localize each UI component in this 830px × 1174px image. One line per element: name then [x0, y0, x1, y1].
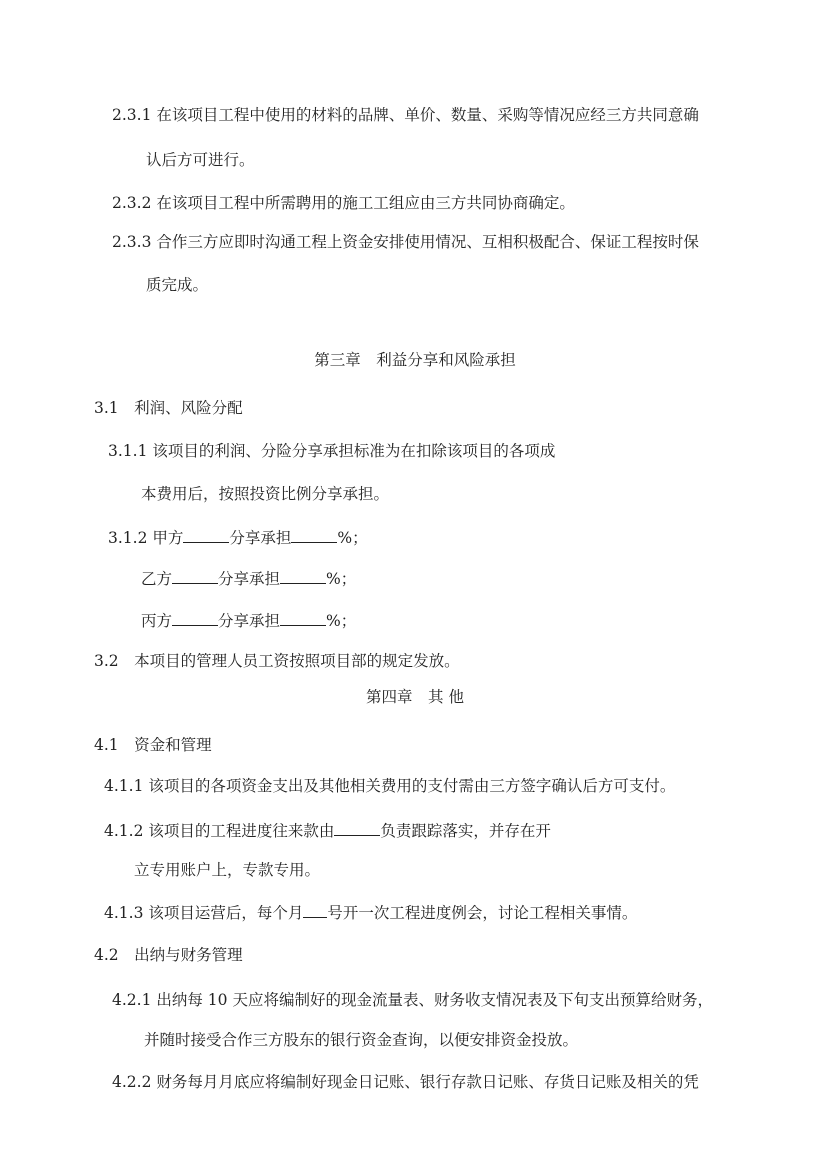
clause-4-1-2-text-end: 负责跟踪落实，并存在开: [380, 822, 551, 840]
clause-4-1-1: 4.1.1 该项目的各项资金支出及其他相关费用的支付需由三方签字确认后方可支付。: [104, 777, 676, 795]
clause-2-3-3-cont: 质完成。: [146, 276, 209, 294]
blank-responsible-party[interactable]: [334, 819, 380, 836]
clause-4-2-2: 4.2.2 财务每月月底应将编制好现金日记账、银行存款日记账、存货日记账及相关的凭: [112, 1073, 699, 1091]
clause-3-1-1: 3.1.1 该项目的利润、分险分享承担标准为在扣除该项目的各项成: [108, 442, 556, 460]
party-a-label: 3.1.2 甲方: [108, 529, 184, 547]
clause-2-3-1: 2.3.1 在该项目工程中使用的材料的品牌、单价、数量、采购等情况应经三方共同意确: [112, 106, 699, 124]
party-c-label: 丙方: [141, 612, 173, 630]
clause-4-1-2: [104, 819, 551, 842]
clause-4-1-3-text: 4.1.3 该项目运营后，每个月: [104, 904, 304, 922]
blank-meeting-day[interactable]: [303, 901, 327, 918]
clause-2-3-2: 2.3.2 在该项目工程中所需聘用的施工工组应由三方共同协商确定。: [112, 194, 575, 212]
clause-4-1-3: [104, 901, 637, 924]
percent-sign: %；: [326, 570, 357, 588]
share-label: 分享承担: [229, 529, 292, 547]
clause-3-1-2-party-b: [141, 567, 356, 590]
clause-4-1-2-cont: 立专用账户上，专款专用。: [134, 861, 321, 879]
share-label: 分享承担: [218, 612, 281, 630]
section-3-2: 3.2 本项目的管理人员工资按照项目部的规定发放。: [94, 652, 460, 670]
share-label: 分享承担: [218, 570, 281, 588]
chapter-4-title: 第四章 其 他: [366, 688, 464, 706]
section-3-1: 3.1 利润、风险分配: [94, 399, 243, 417]
clause-2-3-3: 2.3.3 合作三方应即时沟通工程上资金安排使用情况、互相积极配合、保证工程按时保: [112, 233, 699, 251]
clause-2-3-1-cont: 认后方可进行。: [146, 151, 255, 169]
section-4-2: 4.2 出纳与财务管理: [94, 946, 243, 964]
blank-party-c[interactable]: [172, 609, 218, 626]
clause-4-1-3-text-end: 号开一次工程进度例会，讨论工程相关事情。: [327, 904, 638, 922]
blank-party-b[interactable]: [172, 567, 218, 584]
percent-sign: %；: [337, 529, 368, 547]
blank-percent-a[interactable]: [291, 526, 337, 543]
clause-3-1-2-party-c: [141, 609, 356, 632]
clause-3-1-1-cont: 本费用后，按照投资比例分享承担。: [141, 485, 390, 503]
clause-4-2-1-cont: 并随时接受合作三方股东的银行资金查询，以便安排资金投放。: [144, 1031, 579, 1049]
clause-4-1-2-text: 4.1.2 该项目的工程进度往来款由: [104, 822, 335, 840]
percent-sign: %；: [326, 612, 357, 630]
clause-3-1-2-party-a: [108, 526, 368, 549]
blank-percent-b[interactable]: [280, 567, 326, 584]
blank-percent-c[interactable]: [280, 609, 326, 626]
chapter-3-title: 第三章 利益分享和风险承担: [314, 351, 516, 369]
blank-party-a[interactable]: [183, 526, 229, 543]
party-b-label: 乙方: [141, 570, 173, 588]
clause-4-2-1: 4.2.1 出纳每 10 天应将编制好的现金流量表、财务收支情况表及下旬支出预算给财务，: [112, 991, 713, 1009]
section-4-1: 4.1 资金和管理: [94, 736, 212, 754]
